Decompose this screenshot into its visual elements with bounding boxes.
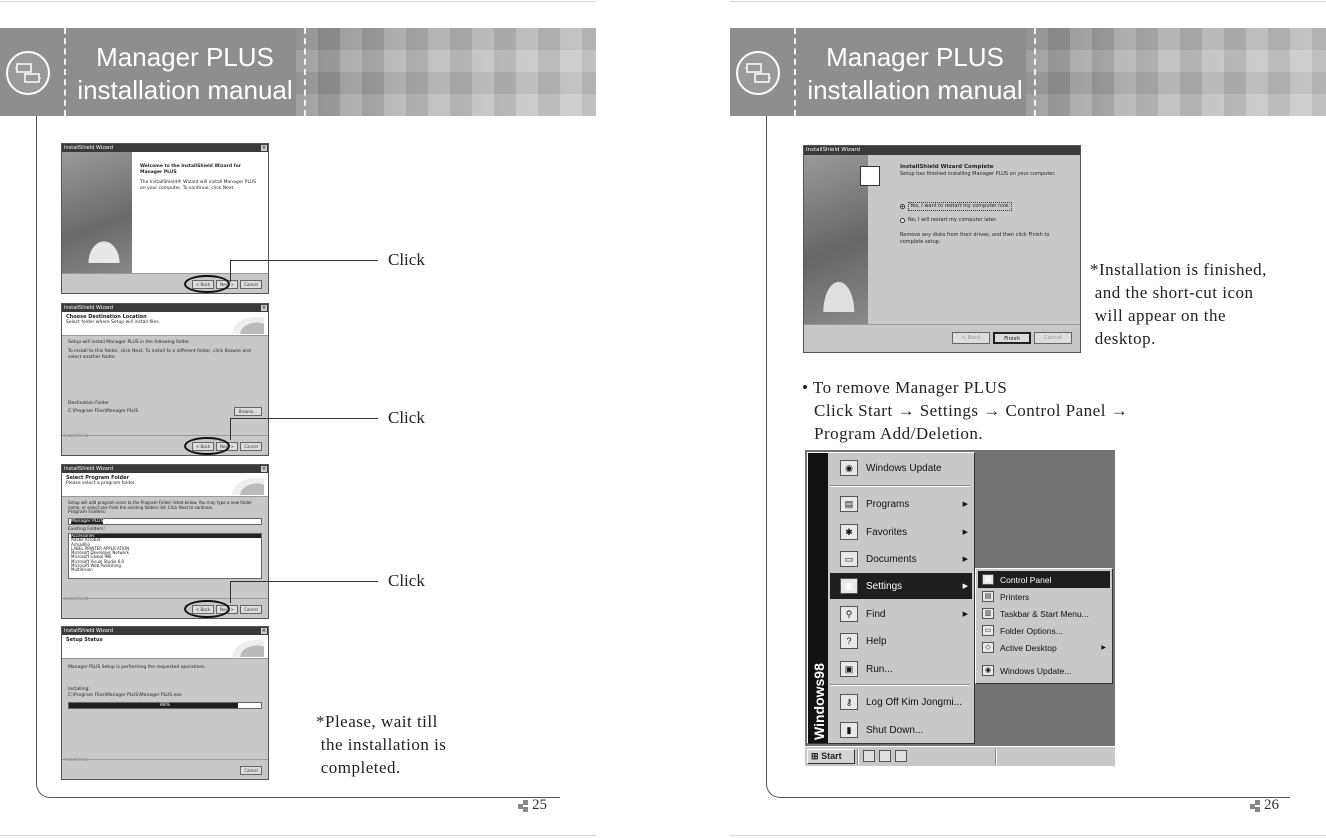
page-number-mark-icon <box>1250 800 1262 812</box>
separator <box>804 324 1080 325</box>
quick-launch <box>863 750 907 762</box>
page-number-text: 26 <box>1264 797 1279 813</box>
back-button[interactable]: < Back <box>192 605 214 614</box>
callout-line <box>230 581 231 603</box>
start-button[interactable] <box>807 749 855 764</box>
dialog-heading: Select Program Folder <box>66 475 129 481</box>
windows98-brand: Windows98 <box>811 663 827 740</box>
progress-percent: 88% <box>159 703 170 708</box>
dialog-subheading: Please select a program folder. <box>66 481 136 486</box>
finished-note: *Installation is finished, and the short-cut icon will appear on the desktop. <box>1090 260 1267 348</box>
dialog-titlebar <box>62 465 268 473</box>
wizard-graphic <box>804 155 868 324</box>
run-icon: ▣ <box>840 661 858 677</box>
installing-label: Installing: <box>68 687 91 692</box>
list-item[interactable]: Accessories <box>71 534 261 538</box>
dialog-titlebar <box>62 304 268 312</box>
menu-item-favorites[interactable] <box>830 519 972 545</box>
dialog-titlebar <box>62 144 268 152</box>
dialog-titlebar <box>62 627 268 635</box>
title-line-1: Manager PLUS <box>826 42 1004 72</box>
menu-label: Favorites <box>866 526 908 538</box>
banner-mosaic <box>1026 28 1326 116</box>
separator <box>62 759 268 760</box>
page-26 <box>730 0 1326 838</box>
welcome-heading: Welcome to the InstallShield Wizard for Manager PLUS <box>140 164 241 175</box>
printer-icon: ▤ <box>982 591 994 602</box>
bottom-rule <box>730 835 1326 836</box>
list-item[interactable]: Microsoft Web Publishing <box>71 563 121 569</box>
folder-label: Destination Folder <box>68 401 110 406</box>
menu-separator <box>830 485 970 487</box>
callout-line <box>230 418 378 419</box>
remove-line: Click Start → Settings → Control Panel → <box>814 401 1129 420</box>
highlight-ring <box>184 437 230 455</box>
dialog-header <box>62 312 268 336</box>
wait-note: *Please, wait till the installation is completed. <box>316 712 447 777</box>
page-number <box>518 797 547 814</box>
menu-label: Settings <box>866 580 903 592</box>
submenu-label: Control Panel <box>1000 574 1052 585</box>
dialog-header <box>62 635 268 659</box>
internet-explorer-icon[interactable] <box>879 750 891 762</box>
callout-click: Click <box>388 250 425 269</box>
submenu-item-control-panel[interactable] <box>978 571 1110 588</box>
menu-label: Help <box>866 635 887 647</box>
list-item[interactable]: Microsoft Developer Network <box>71 550 130 556</box>
existing-folders-list[interactable] <box>68 533 262 579</box>
title-line-2: installation manual <box>77 75 293 105</box>
bottom-rule <box>0 835 596 836</box>
restart-later-label: No, I will restart my computer later. <box>908 217 997 223</box>
star-icon: ✱ <box>840 524 858 540</box>
page-number-text: 25 <box>532 797 547 813</box>
dialog-heading: Choose Destination Location <box>66 314 147 320</box>
dialog-title: InstallShield Wizard <box>804 146 1080 155</box>
restart-now-label: Yes, I want to restart my computer now. <box>910 203 1010 209</box>
control-panel-icon: ▦ <box>982 574 994 585</box>
swoosh-graphic <box>228 314 264 334</box>
connector-logo-icon <box>736 51 780 95</box>
top-rule <box>730 1 1326 2</box>
banner-divider <box>1034 28 1036 116</box>
taskbar-icon: ▥ <box>982 608 994 619</box>
key-icon: ⚷ <box>840 694 858 710</box>
menu-item-windows-update[interactable] <box>830 455 972 481</box>
windows98-screenshot <box>805 450 1115 766</box>
back-button[interactable]: < Back <box>192 442 214 451</box>
progress-bar <box>68 702 262 709</box>
setup-icon <box>860 166 880 186</box>
finish-dialog <box>803 145 1081 353</box>
list-item[interactable]: Microsoft Global IME <box>71 554 112 560</box>
folder-icon: ▭ <box>840 551 858 567</box>
program-folder-label: Program Folders: <box>68 510 107 515</box>
finish-text: Setup has finished installing Manager PLUS on your computer. <box>900 171 1056 177</box>
close-icon[interactable]: × <box>261 145 267 151</box>
cancel-button[interactable]: Cancel <box>240 766 262 775</box>
start-menu <box>807 452 975 744</box>
menu-item-documents[interactable] <box>830 546 972 572</box>
connector-logo-icon <box>6 51 50 95</box>
separator <box>62 435 268 436</box>
menu-label: Shut Down... <box>866 724 924 736</box>
submenu-arrow-icon: ▶ <box>1101 645 1106 651</box>
taskbar <box>805 746 1115 766</box>
highlight-ring <box>184 275 230 293</box>
program-folder-value: Manager PLUS <box>71 519 104 524</box>
settings-icon: ▦ <box>840 578 858 594</box>
cancel-button[interactable]: Cancel <box>1034 332 1072 344</box>
menu-label: Programs <box>866 498 910 510</box>
submenu-label: Folder Options... <box>1000 625 1063 636</box>
finish-footer: Remove any disks from their drives, and then click Finish to complete setup. <box>900 232 1050 245</box>
title-line-1: Manager PLUS <box>96 42 274 72</box>
destination-dialog <box>61 303 269 456</box>
remove-line: • To remove Manager PLUS <box>802 378 1008 397</box>
page-number-mark-icon <box>518 800 530 812</box>
cancel-button[interactable]: Cancel <box>240 442 262 451</box>
separator <box>62 273 268 274</box>
dialog-title: InstallShield Wizard <box>64 628 114 634</box>
callout-line <box>230 260 231 282</box>
submenu-item-folder-options[interactable] <box>978 622 1110 639</box>
callout-line <box>230 260 378 261</box>
remove-line: Program Add/Deletion. <box>814 424 984 443</box>
wizard-graphic <box>62 152 132 273</box>
menu-label: Run... <box>866 663 893 675</box>
page-25 <box>0 0 596 838</box>
top-rule <box>0 1 596 2</box>
help-book-icon: ? <box>840 633 858 649</box>
list-item[interactable]: MultiVision <box>71 567 93 573</box>
menu-item-settings[interactable] <box>830 573 972 599</box>
banner-divider <box>304 28 306 116</box>
menu-item-run[interactable] <box>830 656 972 682</box>
list-item[interactable]: Adobe Acrobat <box>71 537 101 543</box>
menu-label: Find <box>866 608 886 620</box>
close-icon[interactable]: × <box>261 305 267 311</box>
submenu-item-taskbar[interactable] <box>978 605 1110 622</box>
menu-item-log-off[interactable] <box>830 689 972 715</box>
welcome-text: The InstallShield® Wizard will install Manager PLUS on your computer. To continue, click Next. <box>140 180 256 191</box>
windows98-stripe <box>808 453 828 743</box>
start-label: Start <box>821 751 842 761</box>
restart-now-option[interactable] <box>900 202 1074 211</box>
dialog-title: InstallShield Wizard <box>64 145 114 151</box>
dialog-text: Manager PLUS Setup is performing the requested operations. <box>68 665 206 670</box>
radio-icon[interactable] <box>900 218 905 223</box>
menu-item-find[interactable] <box>830 601 972 627</box>
dialog-text: To install to this folder, click Next. To install to a different folder, click Browse and select another folder. <box>68 349 251 360</box>
browse-button[interactable]: Browse... <box>234 407 262 416</box>
callout-click: Click <box>388 571 425 590</box>
finish-body <box>900 164 1074 246</box>
close-icon[interactable]: × <box>261 466 267 472</box>
submenu-label: Active Desktop <box>1000 642 1057 653</box>
swoosh-graphic <box>228 475 264 495</box>
dialog-title: InstallShield Wizard <box>64 305 114 311</box>
list-item[interactable]: LABEL PRINTER APPLICATION <box>71 545 130 551</box>
restart-later-option[interactable] <box>900 217 1074 224</box>
page-number <box>1250 797 1279 814</box>
radio-selected-icon[interactable] <box>900 204 905 209</box>
show-desktop-icon[interactable] <box>863 750 875 762</box>
menu-label: Log Off Kim Jongmi... <box>866 696 962 708</box>
list-item[interactable]: Armadillo <box>71 541 90 547</box>
dialog-heading: Setup Status <box>66 637 103 643</box>
folder-options-icon: ▭ <box>982 625 994 636</box>
finish-heading: InstallShield Wizard Complete <box>900 164 994 170</box>
existing-folders-label: Existing Folders: <box>68 527 106 532</box>
setup-status-dialog <box>61 626 269 780</box>
dialog-subheading: Select folder where Setup will install files. <box>66 320 160 325</box>
submenu-label: Printers <box>1000 591 1030 602</box>
magnifier-icon: ⚲ <box>840 606 858 622</box>
windows-logo-icon: ⊞ <box>811 751 819 761</box>
submenu-item-windows-update[interactable] <box>978 662 1110 679</box>
callout-click: Click <box>388 408 425 427</box>
banner-mosaic <box>296 28 596 116</box>
menu-label: Windows Update <box>866 462 942 474</box>
list-item[interactable]: Microsoft Visual Studio 6.0 <box>71 558 125 564</box>
submenu-item-active-desktop[interactable] <box>978 639 1110 656</box>
globe-icon: ◉ <box>982 665 994 676</box>
submenu-arrow-icon: ▶ <box>962 611 968 618</box>
submenu-arrow-icon: ▶ <box>962 529 968 536</box>
next-button[interactable]: Next > <box>216 280 238 289</box>
cancel-button[interactable]: Cancel <box>240 605 262 614</box>
folder-path: C:\Program Files\Manager PLUS <box>68 408 139 414</box>
menu-separator <box>830 684 970 686</box>
submenu-label: Taskbar & Start Menu... <box>1000 608 1089 619</box>
submenu-arrow-icon: ▶ <box>962 556 968 563</box>
submenu-label: Windows Update... <box>1000 665 1072 676</box>
callout-line <box>230 581 378 582</box>
dialog-text: Setup will install Manager PLUS in the following folder. <box>68 340 191 345</box>
installing-file: C:\Program Files\Manager PLUS\Manager PLUS.exe <box>68 693 182 698</box>
cancel-button[interactable]: Cancel <box>240 280 262 289</box>
swoosh-graphic <box>228 637 264 657</box>
welcome-dialog <box>61 143 269 294</box>
menu-item-programs[interactable] <box>830 491 972 517</box>
back-button[interactable]: < Back <box>192 280 214 289</box>
header-banner <box>730 28 1326 116</box>
shutdown-icon: ▮ <box>840 722 858 738</box>
welcome-body <box>132 152 268 273</box>
separator <box>62 598 268 599</box>
page-title <box>796 41 1034 107</box>
back-button[interactable]: < Back <box>952 332 990 344</box>
submenu-arrow-icon: ▶ <box>962 583 968 590</box>
title-line-2: installation manual <box>807 75 1023 105</box>
menu-label: Documents <box>866 553 917 565</box>
highlight-ring <box>184 600 230 618</box>
next-button[interactable]: Next > <box>216 442 238 451</box>
taskbar-divider <box>857 749 859 765</box>
finish-button[interactable]: Finish <box>993 332 1031 344</box>
channels-icon[interactable] <box>895 750 907 762</box>
taskbar-divider <box>995 749 997 765</box>
menu-item-help[interactable] <box>830 628 972 654</box>
dialog-title: InstallShield Wizard <box>64 466 114 472</box>
programs-icon: ▤ <box>840 496 858 512</box>
page-title <box>66 41 304 107</box>
next-button[interactable]: Next > <box>216 605 238 614</box>
globe-icon: ◉ <box>840 460 858 476</box>
program-folder-input[interactable] <box>68 518 262 525</box>
settings-submenu <box>975 568 1113 684</box>
header-banner <box>0 28 596 116</box>
close-icon[interactable]: × <box>261 628 267 634</box>
program-folder-dialog <box>61 464 269 619</box>
active-desktop-icon: ◇ <box>982 642 994 653</box>
dialog-text: Setup will add program icons to the Program Folder listed below. You may type a new folder name, or select one from the existing folders list. Click Next to continue. <box>68 500 252 510</box>
dialog-header <box>62 473 268 497</box>
menu-item-shut-down[interactable] <box>830 717 972 743</box>
remove-instructions <box>802 376 1128 445</box>
callout-line <box>230 418 231 440</box>
submenu-item-printers[interactable] <box>978 588 1110 605</box>
submenu-arrow-icon: ▶ <box>962 501 968 508</box>
